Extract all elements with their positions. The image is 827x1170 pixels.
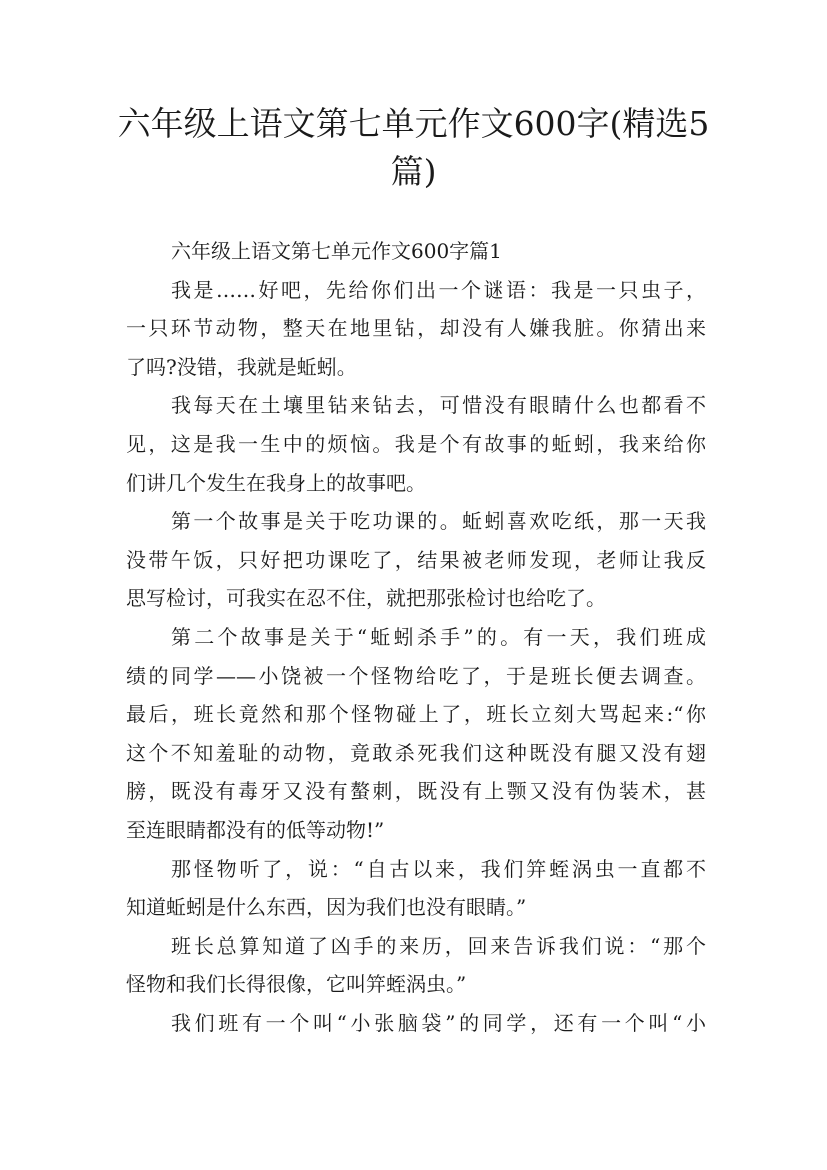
- text-line: 最后，班长竟然和那个怪物碰上了，班长立刻大骂起来:“你: [126, 702, 706, 727]
- text-line: 们讲几个发生在我身上的故事吧。: [126, 470, 426, 495]
- text-line: 第二个故事是关于“蚯蚓杀手”的。有一天，我们班成: [171, 624, 706, 649]
- text-line: 膀，既没有毒牙又没有螯刺，既没有上颚又没有伪装术，甚: [126, 779, 706, 804]
- text-line: 我们班有一个叫“小张脑袋”的同学，还有一个叫“小: [171, 1010, 706, 1035]
- text-line: 这个不知羞耻的动物，竟敢杀死我们这种既没有腿又没有翅: [126, 740, 706, 765]
- text-line: 见，这是我一生中的烦恼。我是个有故事的蚯蚓，我来给你: [126, 431, 706, 456]
- text-line: 至连眼睛都没有的低等动物!”: [126, 817, 385, 842]
- text-line: 怪物和我们长得很像，它叫笄蛭涡虫。”: [126, 972, 467, 997]
- text-line: 那怪物听了，说：“自古以来，我们笄蛭涡虫一直都不: [171, 856, 706, 881]
- title-line-1: 六年级上语文第七单元作文600字(精选5: [117, 104, 710, 143]
- text-line: 了吗?没错，我就是蚯蚓。: [126, 354, 357, 379]
- document-body: [126, 232, 706, 1042]
- text-line: 绩的同学——小饶被一个怪物给吃了，于是班长便去调查。: [126, 663, 706, 688]
- text-line: 我是……好吧，先给你们出一个谜语：我是一只虫子，: [171, 277, 706, 302]
- text-line: 我每天在土壤里钻来钻去，可惜没有眼睛什么也都看不: [171, 393, 706, 418]
- document-title: [100, 100, 727, 196]
- text-line: 思写检讨，可我实在忍不住，就把那张检讨也给吃了。: [126, 586, 606, 611]
- text-line: 班长总算知道了凶手的来历，回来告诉我们说：“那个: [171, 933, 706, 958]
- text-line: 知道蚯蚓是什么东西，因为我们也没有眼睛。”: [126, 895, 527, 920]
- text-line: 一只环节动物，整天在地里钻，却没有人嫌我脏。你猜出来: [126, 316, 706, 341]
- title-line-2: 篇): [390, 152, 437, 191]
- section-heading: 六年级上语文第七单元作文600字篇1: [171, 239, 502, 263]
- text-line: 第一个故事是关于吃功课的。蚯蚓喜欢吃纸，那一天我: [171, 509, 706, 534]
- text-line: 没带午饭，只好把功课吃了，结果被老师发现，老师让我反: [126, 547, 706, 572]
